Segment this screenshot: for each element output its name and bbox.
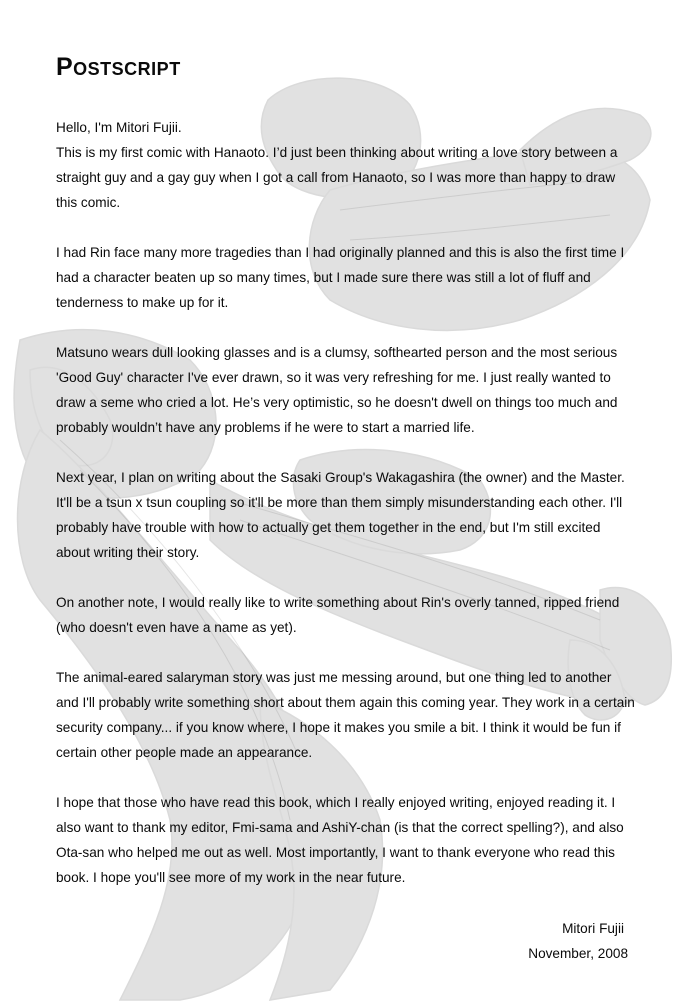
paragraph-1: This is my first comic with Hanaoto. I’d just been thinking about writing a love story between a straight guy and a gay guy when I got a call from Hanaoto, so I was more than happy to draw this comic. <box>56 145 618 210</box>
paragraph-4: Next year, I plan on writing about the Sasaki Group's Wakagashira (the owner) and the Master. It'll be a tsun x tsun coupling so it'll be more than them simply misunderstanding each other. I'll probably have trouble with how to actually get them together in the end, but I'm still excited about writing their story. <box>56 470 625 560</box>
paragraph-7: I hope that those who have read this book, which I really enjoyed writing, enjoyed reading it. I also want to thank my editor, Fmi-sama and AshiY-chan (is that the correct spelling?), and also Ota-san who helped me out as well. Most importantly, I want to thank everyone who read this book. I hope you'll see more of my work in the near future. <box>56 795 624 885</box>
page-title <box>56 55 181 80</box>
paragraph-6: The animal-eared salaryman story was just me messing around, but one thing led to another and I'll probably write something short about them again this coming year. They work in a certain security company... if you know where, I hope it makes you smile a bit. I think it would be fun if certain other people made an appearance. <box>56 670 635 760</box>
paragraph-2: I had Rin face many more tragedies than I had originally planned and this is also the first time I had a character beaten up so many times, but I made sure there was still a lot of fluff and tenderness to make up for it. <box>56 245 625 310</box>
title-text: Postscript <box>56 53 181 81</box>
signature-date: November, 2008 <box>528 946 628 961</box>
greeting-paragraph: Hello, I'm Mitori Fujii. <box>56 120 182 135</box>
paragraph-5: On another note, I would really like to write something about Rin's overly tanned, ripped friend (who doesn't even have a name as yet). <box>56 595 620 635</box>
paragraph-3: Matsuno wears dull looking glasses and is a clumsy, softhearted person and the most serious 'Good Guy' character I've ever drawn, so it was very refreshing for me. I just really wanted to draw a seme who cried a lot. He’s very optimistic, so he doesn't dwell on things too much and probably wouldn’t have any problems if he were to start a married life. <box>56 345 618 435</box>
signature-block <box>528 916 628 966</box>
author-name: Mitori Fujii <box>562 921 624 936</box>
postscript-body <box>56 115 636 915</box>
